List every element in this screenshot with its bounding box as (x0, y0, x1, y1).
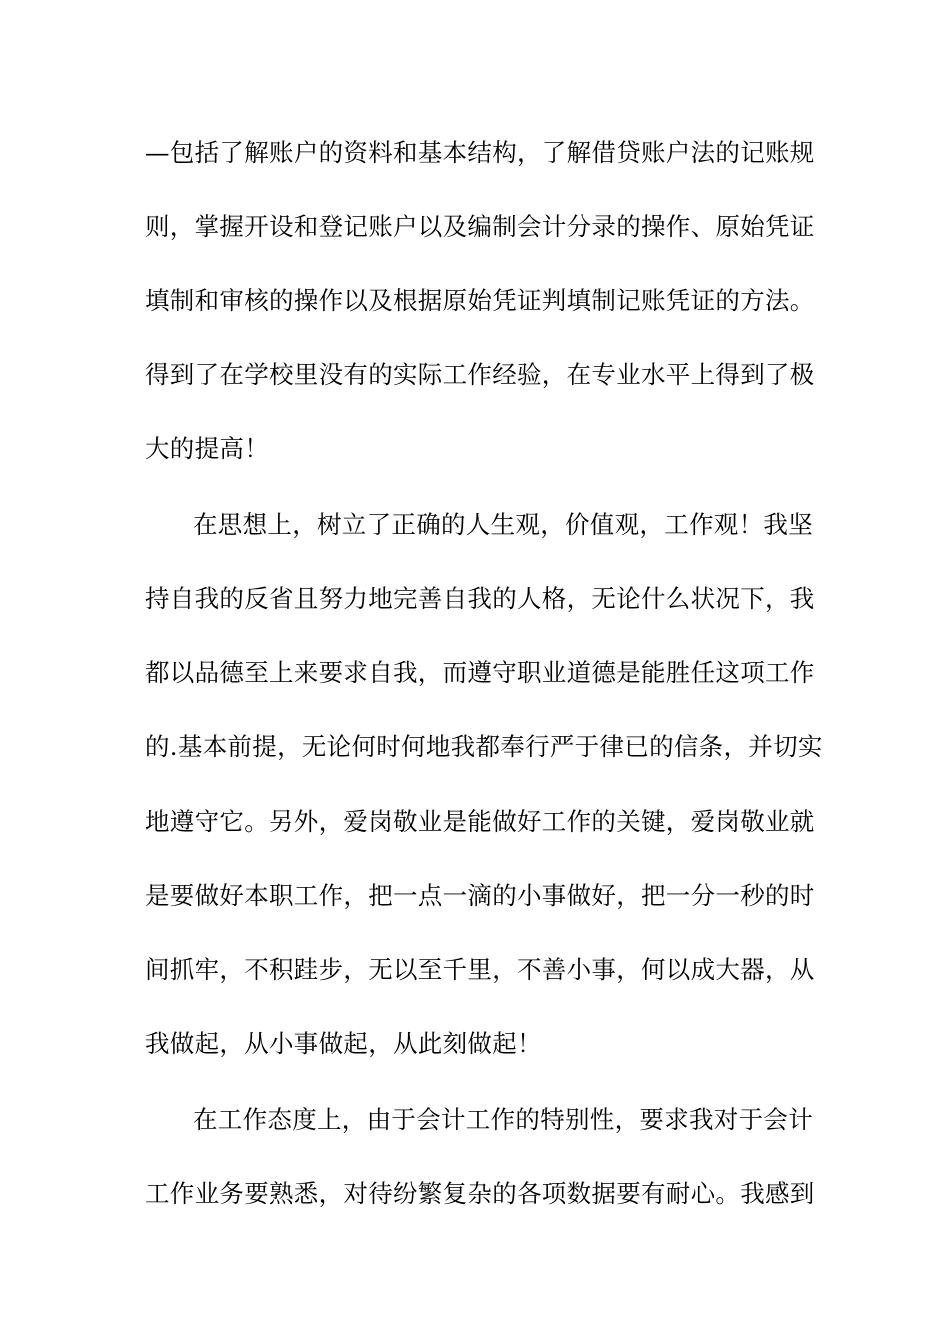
text-line-7: 持自我的反省且努力地完善自我的人格，无论什么状况下，我 (145, 584, 815, 613)
text-line-4: 得到了在学校里没有的实际工作经验，在专业水平上得到了极 (145, 360, 815, 389)
text-line-3: 填制和审核的操作以及根据原始凭证判填制记账凭证的方法。 (145, 286, 815, 315)
text-line-5: 大的提高！ (145, 434, 269, 463)
text-line-11: 是要做好本职工作，把一点一滴的小事做好，把一分一秒的时 (145, 881, 815, 910)
text-line-1: —包括了解账户的资料和基本结构，了解借贷账户法的记账规 (145, 138, 815, 167)
text-line-13: 我做起，从小事做起，从此刻做起！ (145, 1029, 542, 1058)
text-line-15: 工作业务要熟悉，对待纷繁复杂的各项数据要有耐心。我感到 (145, 1179, 815, 1208)
paragraph-2-first-line: 在思想上，树立了正确的人生观，价值观，工作观！我坚 (193, 510, 813, 539)
text-line-10: 地遵守它。另外，爱岗敬业是能做好工作的关键，爱岗敬业就 (145, 807, 815, 836)
text-line-8: 都以品德至上来要求自我，而遵守职业道德是能胜任这项工作 (145, 658, 815, 687)
text-line-9: 的.基本前提，无论何时何地我都奉行严于律已的信条，并切实 (145, 732, 823, 761)
text-line-12: 间抓牢，不积跬步，无以至千里，不善小事，何以成大器，从 (145, 955, 815, 984)
paragraph-3-first-line: 在工作态度上，由于会计工作的特别性，要求我对于会计 (193, 1105, 813, 1134)
text-line-2: 则，掌握开设和登记账户以及编制会计分录的操作、原始凭证 (145, 212, 815, 241)
